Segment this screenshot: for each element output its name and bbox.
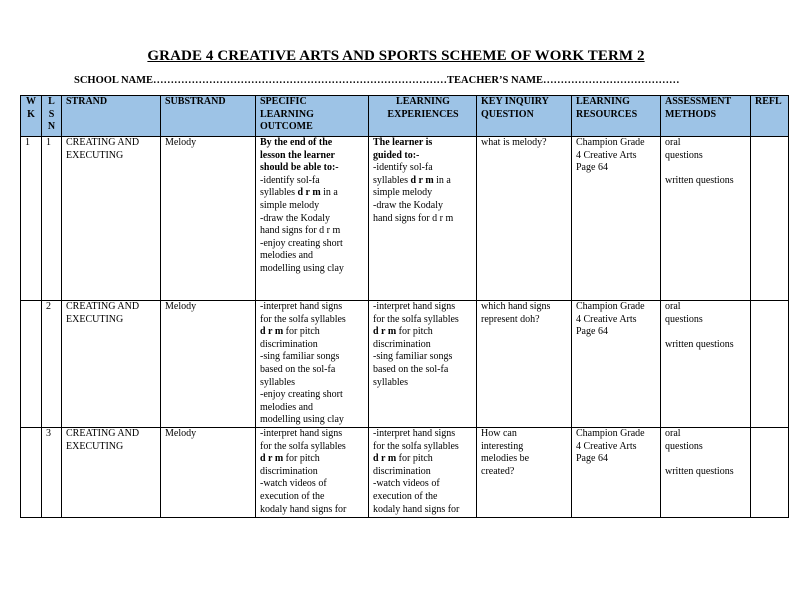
header-strand: STRAND [62,96,161,137]
header-learning-resources: LEARNING RESOURCES [572,96,661,137]
cell-learning-resources: Champion Grade 4 Creative Arts Page 64 [572,301,661,428]
cell-assessment-methods: oral questions written questions [661,428,751,518]
cell-substrand: Melody [161,137,256,301]
header-key-inquiry-question: KEY INQUIRY QUESTION [477,96,572,137]
cell-lesson: 2 [42,301,62,428]
cell-reflection [751,428,789,518]
cell-learning-resources: Champion Grade 4 Creative Arts Page 64 [572,428,661,518]
table-row [21,137,789,301]
cell-week [21,301,42,428]
cell-learning-resources: Champion Grade 4 Creative Arts Page 64 [572,137,661,301]
cell-lesson: 3 [42,428,62,518]
header-lsn: L S N [42,96,62,137]
header-assessment-methods: ASSESSMENT METHODS [661,96,751,137]
cell-substrand: Melody [161,301,256,428]
cell-learning-experiences: -interpret hand signs for the solfa syllables d r m for pitch discrimination -watch videos of execution of the kodaly hand signs for [369,428,477,518]
cell-key-inquiry-question: what is melody? [477,137,572,301]
cell-learning-experiences: -interpret hand signs for the solfa syllables d r m for pitch discrimination -sing familiar songs based on the sol-fa syllables [369,301,477,428]
cell-learning-outcome: -interpret hand signs for the solfa syllables d r m for pitch discrimination -watch videos of execution of the kodaly hand signs for [256,428,369,518]
cell-assessment-methods: oral questions written questions [661,137,751,301]
cell-substrand: Melody [161,428,256,518]
table-row [21,301,789,428]
header-substrand: SUBSTRAND [161,96,256,137]
header-learning-experiences: LEARNING EXPERIENCES [369,96,477,137]
cell-learning-outcome: By the end of the lesson the learner should be able to:- -identify sol-fa syllables d r m in a simple melody -draw the Kodaly hand signs for d r m -enjoy creating short melodies and modelling using clay [256,137,369,301]
header-specific-learning-outcome: SPECIFIC LEARNING OUTCOME [256,96,369,137]
cell-key-inquiry-question: which hand signs represent doh? [477,301,572,428]
cell-strand: CREATING AND EXECUTING [62,301,161,428]
cell-reflection [751,137,789,301]
cell-reflection [751,301,789,428]
cell-assessment-methods: oral questions written questions [661,301,751,428]
cell-learning-outcome: -interpret hand signs for the solfa syllables d r m for pitch discrimination -sing familiar songs based on the sol-fa syllables -enjoy creating short melodies and modelling using clay [256,301,369,428]
scheme-of-work-table [20,95,789,518]
document-title: GRADE 4 CREATIVE ARTS AND SPORTS SCHEME OF WORK TERM 2 [147,48,645,64]
header-reflection: REFL [751,96,789,137]
table-row [21,428,789,518]
school-teacher-line: SCHOOL NAME…………………………………………………………………………TEACHER’S NAME………………………………… [74,75,680,86]
cell-lesson: 1 [42,137,62,301]
cell-week: 1 [21,137,42,301]
cell-key-inquiry-question: How can interesting melodies be created? [477,428,572,518]
table-header-row [21,96,789,137]
cell-week [21,428,42,518]
header-wk: W K [21,96,42,137]
cell-strand: CREATING AND EXECUTING [62,428,161,518]
cell-strand: CREATING AND EXECUTING [62,137,161,301]
cell-learning-experiences: The learner is guided to:- -identify sol-fa syllables d r m in a simple melody -draw the Kodaly hand signs for d r m [369,137,477,301]
